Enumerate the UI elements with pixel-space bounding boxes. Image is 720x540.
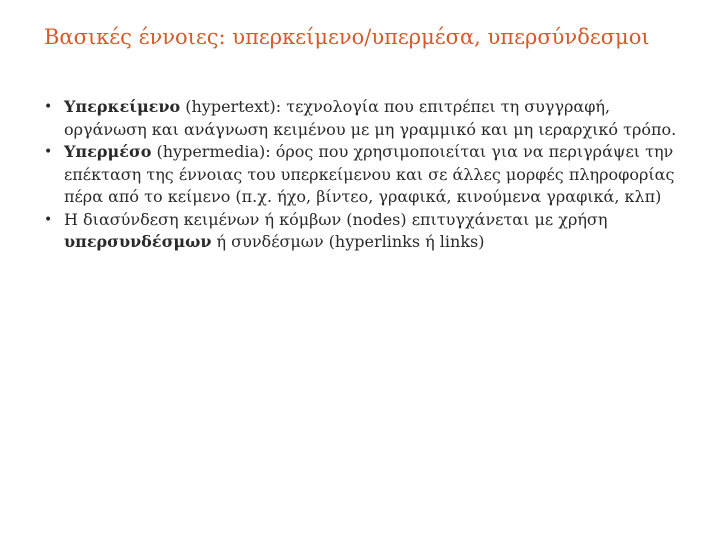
hyperlinks-text-before: Η διασύνδεση κειμένων ή κόμβων (nodes) επιτυγχάνεται με χρήση [64,209,608,229]
bullet-dot-icon: • [44,144,53,160]
bullet-hypermedia [44,141,684,209]
term-hypertext: Υπερκείμενο [64,97,181,116]
definition-hypermedia: (hypermedia): όρος που χρησιμοποιείται για να περιγράψει την επέκταση της έννοιας του υπερκείμενου και σε άλλες μορφές πληροφορίας πέρα από το κείμενο (π.χ. ήχο, βίντεο, γραφικά, κινούμενα γραφικά, κλπ) [64,142,675,206]
bullet-dot-icon: • [44,211,53,228]
term-hypermedia: Υπερμέσο [64,142,152,161]
bullet-dot-icon: • [44,99,53,115]
bullet-hypertext [44,96,684,141]
slide-title: Βασικές έννοιες: υπερκείμενο/υπερμέσα, υπερσύνδεσμοι [44,25,650,49]
term-hyperlinks: υπερσυνδέσμων [64,232,212,251]
definition-hypertext: (hypertext): τεχνολογία που επιτρέπει τη συγγραφή, οργάνωση και ανάγνωση κειμένου με μη γραμμικό και μη ιεραρχικό τρόπο. [64,97,677,139]
hyperlinks-text-after: ή συνδέσμων (hyperlinks ή links) [211,232,485,251]
bullet-hyperlinks [44,209,684,254]
bullet-list [44,96,684,254]
